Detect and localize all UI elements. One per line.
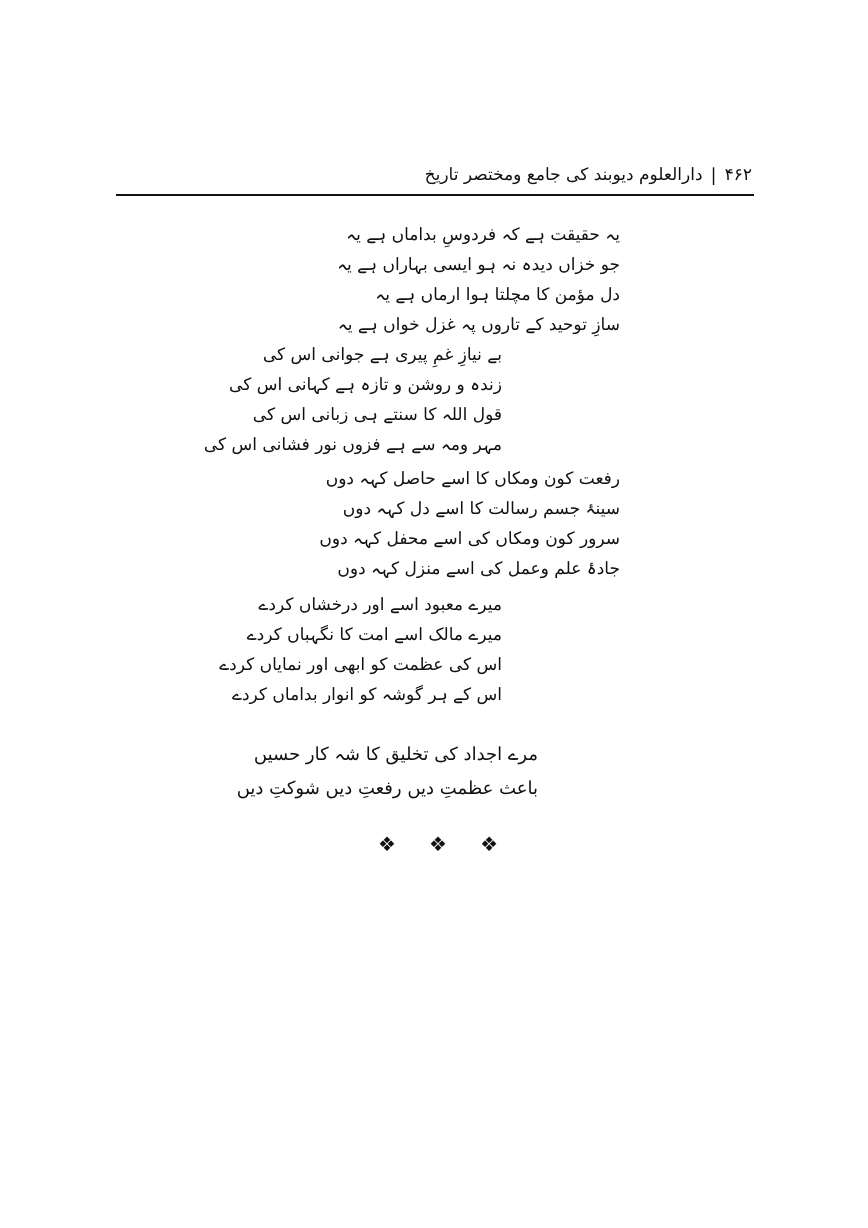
verse-line: میرے معبود اسے اور درخشاں کردے (258, 595, 502, 615)
verse-line: بے نیازِ غمِ پیری ہے جوانی اس کی (262, 345, 502, 365)
closing-couplet (237, 738, 538, 806)
stanza-2 (204, 340, 502, 460)
verse-line: قول اللہ کا سنتے ہی زبانی اس کی (252, 405, 502, 425)
stanza-4 (219, 590, 502, 710)
page-number: ۴۶۲ (724, 165, 752, 185)
verse-line: رفعت کون ومکاں کا اسے حاصل کہہ دوں (325, 469, 620, 489)
verse-line: زندہ و روشن و تازہ ہے کہانی اس کی (229, 375, 502, 395)
verse-line: مہر ومہ سے ہے فزوں نور فشانی اس کی (203, 435, 502, 455)
verse-line: سازِ توحید کے تاروں پہ غزل خواں ہے یہ (337, 315, 620, 335)
ornament-icon: ❖ (480, 832, 498, 856)
verse-line: یہ حقیقت ہے کہ فردوسِ بداماں ہے یہ (346, 225, 620, 245)
verse-line: اس کے ہر گوشہ کو انوار بداماں کردے (232, 685, 502, 705)
book-title: دارالعلوم دیوبند کی جامع ومختصر تاریخ (424, 165, 703, 185)
verse-line: دل مؤمن کا مچلتا ہوا ارماں ہے یہ (375, 285, 620, 305)
ornament-icon: ❖ (429, 832, 447, 856)
section-end-ornaments (378, 832, 498, 856)
stanza-1 (337, 220, 620, 340)
verse-line: مرے اجداد کی تخلیق کا شہ کار حسیں (253, 744, 538, 765)
verse-line: سینۂ جسم رسالت کا اسے دل کہہ دوں (342, 499, 620, 519)
verse-line: اس کی عظمت کو ابھی اور نمایاں کردے (219, 655, 502, 675)
verse-line: جادۂ علم وعمل کی اسے منزل کہہ دوں (337, 559, 620, 579)
stanza-3 (319, 464, 620, 584)
header-separator: | (710, 164, 717, 186)
header-rule (116, 194, 754, 196)
page-header (118, 160, 752, 190)
verse-line: باعث عظمتِ دیں رفعتِ دیں شوکتِ دیں (236, 778, 538, 799)
verse-line: میرے مالک اسے امت کا نگہباں کردے (246, 625, 502, 645)
ornament-icon: ❖ (378, 832, 396, 856)
verse-line: سرور کون ومکاں کی اسے محفل کہہ دوں (319, 529, 620, 549)
verse-line: جو خزاں دیدہ نہ ہو ایسی بہاراں ہے یہ (337, 255, 620, 275)
